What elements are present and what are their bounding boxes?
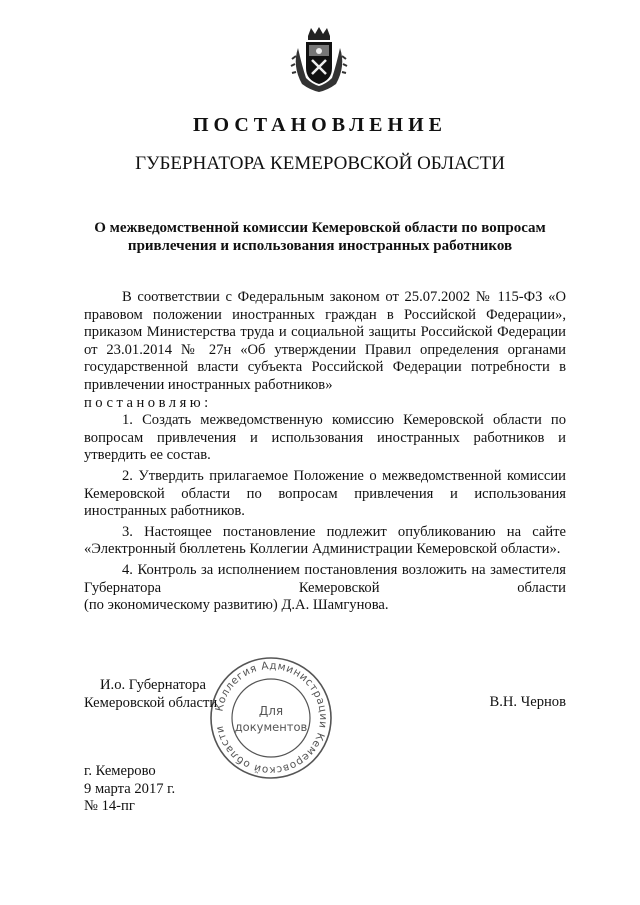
stamp-ring-text: Коллегия Администрации Кемеровской области (213, 659, 330, 777)
subject-line-2: привлечения и использования иностранных работников (127, 238, 513, 254)
document-type-title: ПОСТАНОВЛЕНИЕ (193, 114, 447, 136)
signatory-title-line-1: И.о. Губернатора (100, 677, 206, 693)
item-2: 2. Утвердить прилагаемое Положение о межведомственной комиссии Кемеровской области по вопросам привлечения и использования иностранных работников. (84, 467, 566, 520)
footer-city: г. Кемерово (84, 763, 156, 779)
signatory-name: В.Н. Чернов (489, 694, 566, 710)
document-footer (84, 763, 175, 816)
preamble-paragraph: В соответствии с Федеральным законом от 25.07.2002 № 115-ФЗ «О правовом положении иностранных граждан в Российской Федерации», приказом Министерства труда и социальной защиты Российской Федерации от 23.01.2014 № 27н «Об утверждении Правил определения органами государственной власти субъекта Российской Федерации потребности в привлечении иностранных работников» (84, 289, 566, 393)
item-4: 4. Контроль за исполнением постановления возложить на заместителя Губернатора Кемеровской области (84, 561, 566, 596)
document-body (84, 289, 566, 615)
signatory-title-line-2: Кемеровской области (84, 695, 218, 711)
footer-date: 9 марта 2017 г. (84, 780, 176, 797)
subject-line-1: О межведомственной комиссии Кемеровской области по вопросам (94, 220, 546, 236)
stamp-center-line-2: документов (234, 720, 308, 734)
footer-number: № 14-пг (84, 798, 135, 815)
decree-word: постановляю: (84, 394, 212, 411)
document-subject (80, 219, 560, 255)
official-stamp (208, 655, 334, 781)
issuer-title: ГУБЕРНАТОРА КЕМЕРОВСКОЙ ОБЛАСТИ (135, 153, 505, 174)
signatory-title (84, 676, 217, 712)
item-3: 3. Настоящее постановление подлежит опубликованию на сайте «Электронный бюллетень Коллегии Администрации Кемеровской области». (84, 523, 566, 558)
item-4-tail: (по экономическому развитию) Д.А. Шамгунова. (84, 597, 389, 614)
coat-of-arms-emblem (290, 26, 348, 94)
item-1: 1. Создать межведомственную комиссию Кемеровской области по вопросам привлечения и использования иностранных работников и утвердить ее состав. (84, 412, 566, 464)
stamp-center-line-1: Для (258, 704, 284, 718)
